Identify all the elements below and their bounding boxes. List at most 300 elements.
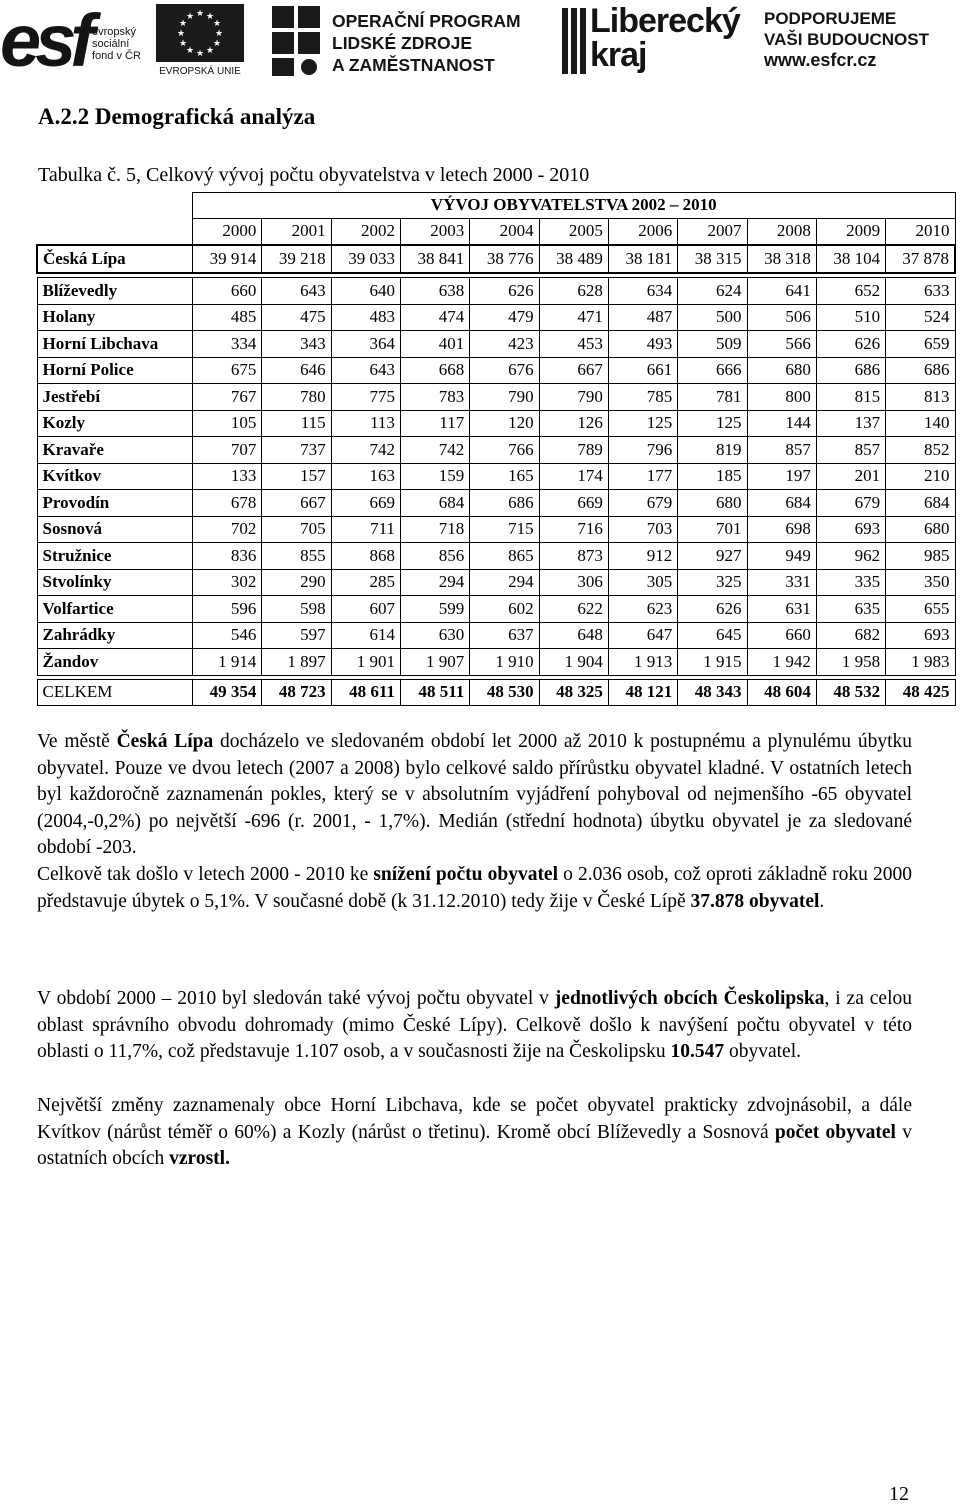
value-cell: 660 xyxy=(747,622,816,649)
value-cell: 678 xyxy=(193,490,262,517)
table-title-row xyxy=(37,193,955,219)
value-cell: 334 xyxy=(193,331,262,358)
value-cell: 667 xyxy=(262,490,331,517)
value-cell: 48 425 xyxy=(886,679,955,706)
value-cell: 117 xyxy=(400,410,469,437)
value-cell: 679 xyxy=(608,490,677,517)
value-cell: 962 xyxy=(816,543,885,570)
value-cell: 325 xyxy=(678,569,747,596)
municipality-row xyxy=(37,278,955,305)
value-cell: 857 xyxy=(816,437,885,464)
op-logo xyxy=(272,6,542,78)
op-logo-line: OPERAČNÍ PROGRAM xyxy=(332,11,521,31)
row-name-cell: Stvolínky xyxy=(37,569,193,596)
text-run: docházelo ve sledovaném období let 2000 až 2010 k postupnému a plynulému úbytku obyvatel. Pouze ve dvou letech (2007 a 2008) bylo celkové saldo přírůstku obyvatel kladné. V ostatních letech byl každoročně zaznamenán pokles, který se v absolutním vyjádření pohyboval od nejmenšího -65 obyvatel (2004,-0,2%) po největší -696 (r. 2001, - 1,7%). Medián (střední hodnota) úbytku obyvatel je za sledované období -203. xyxy=(37,731,912,858)
value-cell: 626 xyxy=(816,331,885,358)
value-cell: 364 xyxy=(331,331,400,358)
value-cell: 949 xyxy=(747,543,816,570)
value-cell: 1 910 xyxy=(470,649,539,676)
value-cell: 698 xyxy=(747,516,816,543)
value-cell: 742 xyxy=(331,437,400,464)
value-cell: 157 xyxy=(262,463,331,490)
value-cell: 669 xyxy=(331,490,400,517)
value-cell: 1 913 xyxy=(608,649,677,676)
value-cell: 633 xyxy=(886,278,955,305)
row-name-cell: Horní Police xyxy=(37,357,193,384)
value-cell: 144 xyxy=(747,410,816,437)
value-cell: 669 xyxy=(539,490,608,517)
value-cell: 684 xyxy=(747,490,816,517)
value-cell: 638 xyxy=(400,278,469,305)
text-run: o 2.036 osob, což oproti základně roku 2000 představuje úbytek o 5,1%. V současné době (k 31.12.2010) tedy žije v České Lípě xyxy=(37,864,912,912)
value-cell: 856 xyxy=(400,543,469,570)
value-cell: 471 xyxy=(539,304,608,331)
value-cell: 667 xyxy=(539,357,608,384)
support-logo xyxy=(764,8,960,80)
region-emphasis: jednotlivých obcích Českolipska xyxy=(554,988,825,1009)
year-header-cell: 2004 xyxy=(470,218,539,245)
value-cell: 647 xyxy=(608,622,677,649)
value-cell: 912 xyxy=(608,543,677,570)
value-cell: 796 xyxy=(608,437,677,464)
value-cell: 718 xyxy=(400,516,469,543)
row-name-cell: Zahrádky xyxy=(37,622,193,649)
value-cell: 686 xyxy=(816,357,885,384)
decrease-emphasis: snížení počtu obyvatel xyxy=(373,864,559,885)
value-cell: 137 xyxy=(816,410,885,437)
value-cell: 453 xyxy=(539,331,608,358)
value-cell: 785 xyxy=(608,384,677,411)
year-header-cell: 2000 xyxy=(193,218,262,245)
municipality-row xyxy=(37,490,955,517)
value-cell: 602 xyxy=(470,596,539,623)
municipality-row xyxy=(37,569,955,596)
text-run: Celkově tak došlo v letech 2000 - 2010 ke xyxy=(37,864,374,885)
row-name-cell: Horní Libchava xyxy=(37,331,193,358)
esf-sub-line: evropský xyxy=(92,26,137,38)
value-cell: 423 xyxy=(470,331,539,358)
text-run: , i za celou oblast správního obvodu dohromady (mimo České Lípy). Celkově došlo k navýšení počtu obyvatel v této oblasti o 11,7%, což představuje 1.107 osob, a v současnosti žije na Českolipsku xyxy=(37,988,912,1062)
text-run: V období 2000 – 2010 byl sledován také vývoj počtu obyvatel v xyxy=(37,988,555,1009)
value-cell: 197 xyxy=(747,463,816,490)
value-cell: 1 942 xyxy=(747,649,816,676)
value-cell: 646 xyxy=(262,357,331,384)
value-cell: 174 xyxy=(539,463,608,490)
value-cell: 1 901 xyxy=(331,649,400,676)
value-cell: 294 xyxy=(470,569,539,596)
year-header-cell: 2006 xyxy=(608,218,677,245)
value-cell: 38 104 xyxy=(816,245,885,273)
value-cell: 790 xyxy=(470,384,539,411)
support-line: VAŠI BUDOUCNOST xyxy=(764,30,929,49)
table-corner-cell xyxy=(37,193,193,219)
value-cell: 1 907 xyxy=(400,649,469,676)
value-cell: 401 xyxy=(400,331,469,358)
value-cell: 1 897 xyxy=(262,649,331,676)
value-cell: 302 xyxy=(193,569,262,596)
value-cell: 767 xyxy=(193,384,262,411)
value-cell: 500 xyxy=(678,304,747,331)
text-run: Ve městě xyxy=(37,731,117,752)
value-cell: 675 xyxy=(193,357,262,384)
value-cell: 703 xyxy=(608,516,677,543)
svg-text:★: ★ xyxy=(212,19,222,29)
liberecky-kraj-text xyxy=(590,4,740,72)
value-cell: 693 xyxy=(886,622,955,649)
value-cell: 201 xyxy=(816,463,885,490)
value-cell: 38 489 xyxy=(539,245,608,273)
row-name-cell: Jestřebí xyxy=(37,384,193,411)
value-cell: 927 xyxy=(678,543,747,570)
value-cell: 985 xyxy=(886,543,955,570)
value-cell: 285 xyxy=(331,569,400,596)
row-name-cell: Česká Lípa xyxy=(37,245,193,273)
svg-text:★: ★ xyxy=(195,9,205,19)
value-cell: 701 xyxy=(678,516,747,543)
value-cell: 707 xyxy=(193,437,262,464)
row-name-cell: Kvítkov xyxy=(37,463,193,490)
value-cell: 479 xyxy=(470,304,539,331)
row-name-cell: Provodín xyxy=(37,490,193,517)
value-cell: 686 xyxy=(470,490,539,517)
value-cell: 705 xyxy=(262,516,331,543)
year-header-cell: 2009 xyxy=(816,218,885,245)
row-name-cell: Žandov xyxy=(37,649,193,676)
municipality-row xyxy=(37,543,955,570)
value-cell: 133 xyxy=(193,463,262,490)
municipality-row xyxy=(37,384,955,411)
op-logo-text xyxy=(332,10,521,76)
header-logo-strip xyxy=(0,0,960,82)
table-title: VÝVOJ OBYVATELSTVA 2002 – 2010 xyxy=(193,193,956,219)
value-cell: 306 xyxy=(539,569,608,596)
value-cell: 185 xyxy=(678,463,747,490)
value-cell: 873 xyxy=(539,543,608,570)
value-cell: 680 xyxy=(747,357,816,384)
esf-logo-text: esf xyxy=(0,0,89,82)
value-cell: 48 532 xyxy=(816,679,885,706)
value-cell: 702 xyxy=(193,516,262,543)
value-cell: 48 325 xyxy=(539,679,608,706)
value-cell: 350 xyxy=(886,569,955,596)
value-cell: 177 xyxy=(608,463,677,490)
value-cell: 125 xyxy=(678,410,747,437)
value-cell: 39 218 xyxy=(262,245,331,273)
value-cell: 599 xyxy=(400,596,469,623)
value-cell: 524 xyxy=(886,304,955,331)
year-header-row xyxy=(37,218,955,245)
municipality-row xyxy=(37,437,955,464)
value-cell: 607 xyxy=(331,596,400,623)
svg-text:★: ★ xyxy=(214,29,224,39)
value-cell: 48 121 xyxy=(608,679,677,706)
value-cell: 48 611 xyxy=(331,679,400,706)
value-cell: 800 xyxy=(747,384,816,411)
value-cell: 38 318 xyxy=(747,245,816,273)
svg-text:★: ★ xyxy=(178,39,188,49)
value-cell: 38 841 xyxy=(400,245,469,273)
eu-logo xyxy=(156,4,244,80)
paragraph-city-trend xyxy=(37,729,912,862)
value-cell: 39 033 xyxy=(331,245,400,273)
value-cell: 474 xyxy=(400,304,469,331)
municipality-row xyxy=(37,516,955,543)
value-cell: 680 xyxy=(886,516,955,543)
value-cell: 126 xyxy=(539,410,608,437)
page-number: 12 xyxy=(889,1483,909,1505)
value-cell: 125 xyxy=(608,410,677,437)
value-cell: 120 xyxy=(470,410,539,437)
row-name-cell: Kravaře xyxy=(37,437,193,464)
value-cell: 643 xyxy=(262,278,331,305)
city-row xyxy=(37,245,955,273)
value-cell: 742 xyxy=(400,437,469,464)
value-cell: 290 xyxy=(262,569,331,596)
value-cell: 1 904 xyxy=(539,649,608,676)
region-count-emphasis: 10.547 xyxy=(670,1041,725,1062)
value-cell: 775 xyxy=(331,384,400,411)
text-run: v ostatních obcích xyxy=(37,1121,913,1169)
text-run: Největší změny zaznamenaly obce Horní Libchava, kde se počet obyvatel prakticky zdvojnásobil, a dále Kvítkov (nárůst téměř o 60%) a Kozly (nárůst o třetinu). Kromě obcí Blíževedly a Sosnová xyxy=(37,1095,912,1143)
value-cell: 868 xyxy=(331,543,400,570)
value-cell: 659 xyxy=(886,331,955,358)
value-cell: 622 xyxy=(539,596,608,623)
lk-logo-line: Liberecký xyxy=(590,2,740,40)
population-emphasis: počet obyvatel xyxy=(774,1121,896,1143)
value-cell: 679 xyxy=(816,490,885,517)
row-name-cell: CELKEM xyxy=(37,679,193,706)
value-cell: 37 878 xyxy=(886,245,955,273)
value-cell: 48 604 xyxy=(747,679,816,706)
value-cell: 693 xyxy=(816,516,885,543)
value-cell: 1 915 xyxy=(678,649,747,676)
svg-text:★: ★ xyxy=(205,12,215,22)
value-cell: 686 xyxy=(886,357,955,384)
value-cell: 857 xyxy=(747,437,816,464)
value-cell: 626 xyxy=(678,596,747,623)
value-cell: 305 xyxy=(608,569,677,596)
value-cell: 655 xyxy=(886,596,955,623)
value-cell: 865 xyxy=(470,543,539,570)
svg-text:★: ★ xyxy=(176,29,186,39)
esf-sub-line: fond v ČR xyxy=(92,50,141,62)
value-cell: 852 xyxy=(886,437,955,464)
value-cell: 790 xyxy=(539,384,608,411)
value-cell: 140 xyxy=(886,410,955,437)
municipality-row xyxy=(37,463,955,490)
value-cell: 1 914 xyxy=(193,649,262,676)
value-cell: 855 xyxy=(262,543,331,570)
population-count-emphasis: 37.878 obyvatel xyxy=(690,890,820,912)
value-cell: 630 xyxy=(400,622,469,649)
value-cell: 715 xyxy=(470,516,539,543)
op-logo-line: LIDSKÉ ZDROJE xyxy=(332,33,473,53)
paragraph-city-summary xyxy=(37,862,912,915)
year-header-cell: 2001 xyxy=(262,218,331,245)
value-cell: 652 xyxy=(816,278,885,305)
value-cell: 39 914 xyxy=(193,245,262,273)
municipality-row xyxy=(37,410,955,437)
municipality-row xyxy=(37,649,955,676)
row-name-cell: Blíževedly xyxy=(37,278,193,305)
value-cell: 115 xyxy=(262,410,331,437)
value-cell: 38 181 xyxy=(608,245,677,273)
value-cell: 668 xyxy=(400,357,469,384)
svg-text:★: ★ xyxy=(205,46,215,56)
value-cell: 487 xyxy=(608,304,677,331)
value-cell: 660 xyxy=(193,278,262,305)
esf-sub-line: sociální xyxy=(92,38,130,50)
municipality-row xyxy=(37,304,955,331)
table-head xyxy=(37,193,955,246)
svg-text:★: ★ xyxy=(178,19,188,29)
value-cell: 38 315 xyxy=(678,245,747,273)
value-cell: 48 343 xyxy=(678,679,747,706)
year-header-cell: 2007 xyxy=(678,218,747,245)
value-cell: 475 xyxy=(262,304,331,331)
paragraph-largest-changes xyxy=(37,1093,912,1173)
value-cell: 546 xyxy=(193,622,262,649)
value-cell: 628 xyxy=(539,278,608,305)
value-cell: 294 xyxy=(400,569,469,596)
paragraph-region-trend xyxy=(37,986,912,1066)
table-corner-cell xyxy=(37,218,193,245)
value-cell: 165 xyxy=(470,463,539,490)
value-cell: 624 xyxy=(678,278,747,305)
value-cell: 684 xyxy=(886,490,955,517)
value-cell: 163 xyxy=(331,463,400,490)
municipality-row xyxy=(37,357,955,384)
total-row xyxy=(37,679,955,706)
value-cell: 766 xyxy=(470,437,539,464)
value-cell: 626 xyxy=(470,278,539,305)
section-heading: A.2.2 Demografická analýza xyxy=(38,104,316,129)
value-cell: 661 xyxy=(608,357,677,384)
value-cell: 815 xyxy=(816,384,885,411)
city-name-emphasis: Česká Lípa xyxy=(116,731,214,752)
value-cell: 780 xyxy=(262,384,331,411)
lk-logo-line: kraj xyxy=(590,36,647,74)
value-cell: 598 xyxy=(262,596,331,623)
table-body xyxy=(37,245,955,706)
value-cell: 637 xyxy=(470,622,539,649)
value-cell: 666 xyxy=(678,357,747,384)
value-cell: 640 xyxy=(331,278,400,305)
value-cell: 716 xyxy=(539,516,608,543)
value-cell: 509 xyxy=(678,331,747,358)
municipality-row xyxy=(37,622,955,649)
value-cell: 781 xyxy=(678,384,747,411)
value-cell: 506 xyxy=(747,304,816,331)
value-cell: 813 xyxy=(886,384,955,411)
value-cell: 634 xyxy=(608,278,677,305)
eu-logo-label: EVROPSKÁ UNIE xyxy=(159,66,241,77)
value-cell: 1 983 xyxy=(886,649,955,676)
value-cell: 493 xyxy=(608,331,677,358)
liberecky-kraj-logo xyxy=(562,2,742,80)
value-cell: 331 xyxy=(747,569,816,596)
row-name-cell: Holany xyxy=(37,304,193,331)
value-cell: 210 xyxy=(886,463,955,490)
municipality-row xyxy=(37,596,955,623)
support-url: www.esfcr.cz xyxy=(764,50,877,70)
row-name-cell: Sosnová xyxy=(37,516,193,543)
value-cell: 48 723 xyxy=(262,679,331,706)
value-cell: 38 776 xyxy=(470,245,539,273)
op-logo-line: A ZAMĚSTNANOST xyxy=(332,55,495,75)
value-cell: 648 xyxy=(539,622,608,649)
value-cell: 105 xyxy=(193,410,262,437)
value-cell: 643 xyxy=(331,357,400,384)
year-header-cell: 2002 xyxy=(331,218,400,245)
grew-emphasis: vzrostl. xyxy=(169,1148,230,1169)
value-cell: 631 xyxy=(747,596,816,623)
value-cell: 49 354 xyxy=(193,679,262,706)
value-cell: 335 xyxy=(816,569,885,596)
esf-logo xyxy=(0,2,150,80)
value-cell: 635 xyxy=(816,596,885,623)
value-cell: 645 xyxy=(678,622,747,649)
value-cell: 641 xyxy=(747,278,816,305)
value-cell: 1 958 xyxy=(816,649,885,676)
value-cell: 614 xyxy=(331,622,400,649)
value-cell: 343 xyxy=(262,331,331,358)
value-cell: 684 xyxy=(400,490,469,517)
esf-logo-subtitle xyxy=(92,26,141,62)
support-line: PODPORUJEME xyxy=(764,9,897,28)
svg-text:★: ★ xyxy=(185,46,195,56)
value-cell: 48 530 xyxy=(470,679,539,706)
value-cell: 676 xyxy=(470,357,539,384)
table-caption: Tabulka č. 5, Celkový vývoj počtu obyvatelstva v letech 2000 - 2010 xyxy=(38,164,590,186)
row-name-cell: Kozly xyxy=(37,410,193,437)
value-cell: 596 xyxy=(193,596,262,623)
year-header-cell: 2008 xyxy=(747,218,816,245)
value-cell: 510 xyxy=(816,304,885,331)
year-header-cell: 2005 xyxy=(539,218,608,245)
svg-text:★: ★ xyxy=(185,12,195,22)
population-table xyxy=(36,192,956,706)
liberecky-kraj-mark-icon xyxy=(562,8,588,74)
value-cell: 680 xyxy=(678,490,747,517)
op-logo-mark-icon xyxy=(272,6,322,76)
value-cell: 836 xyxy=(193,543,262,570)
eu-flag-icon xyxy=(156,4,244,62)
year-header-cell: 2010 xyxy=(886,218,955,245)
year-header-cell: 2003 xyxy=(400,218,469,245)
value-cell: 566 xyxy=(747,331,816,358)
value-cell: 48 511 xyxy=(400,679,469,706)
value-cell: 783 xyxy=(400,384,469,411)
value-cell: 623 xyxy=(608,596,677,623)
row-name-cell: Stružnice xyxy=(37,543,193,570)
text-run: obyvatel. xyxy=(724,1041,801,1062)
svg-text:★: ★ xyxy=(195,49,205,59)
value-cell: 711 xyxy=(331,516,400,543)
value-cell: 597 xyxy=(262,622,331,649)
municipality-row xyxy=(37,331,955,358)
value-cell: 819 xyxy=(678,437,747,464)
value-cell: 159 xyxy=(400,463,469,490)
row-name-cell: Volfartice xyxy=(37,596,193,623)
value-cell: 113 xyxy=(331,410,400,437)
value-cell: 789 xyxy=(539,437,608,464)
value-cell: 485 xyxy=(193,304,262,331)
value-cell: 682 xyxy=(816,622,885,649)
svg-text:★: ★ xyxy=(212,39,222,49)
text-run: . xyxy=(819,890,825,912)
value-cell: 737 xyxy=(262,437,331,464)
